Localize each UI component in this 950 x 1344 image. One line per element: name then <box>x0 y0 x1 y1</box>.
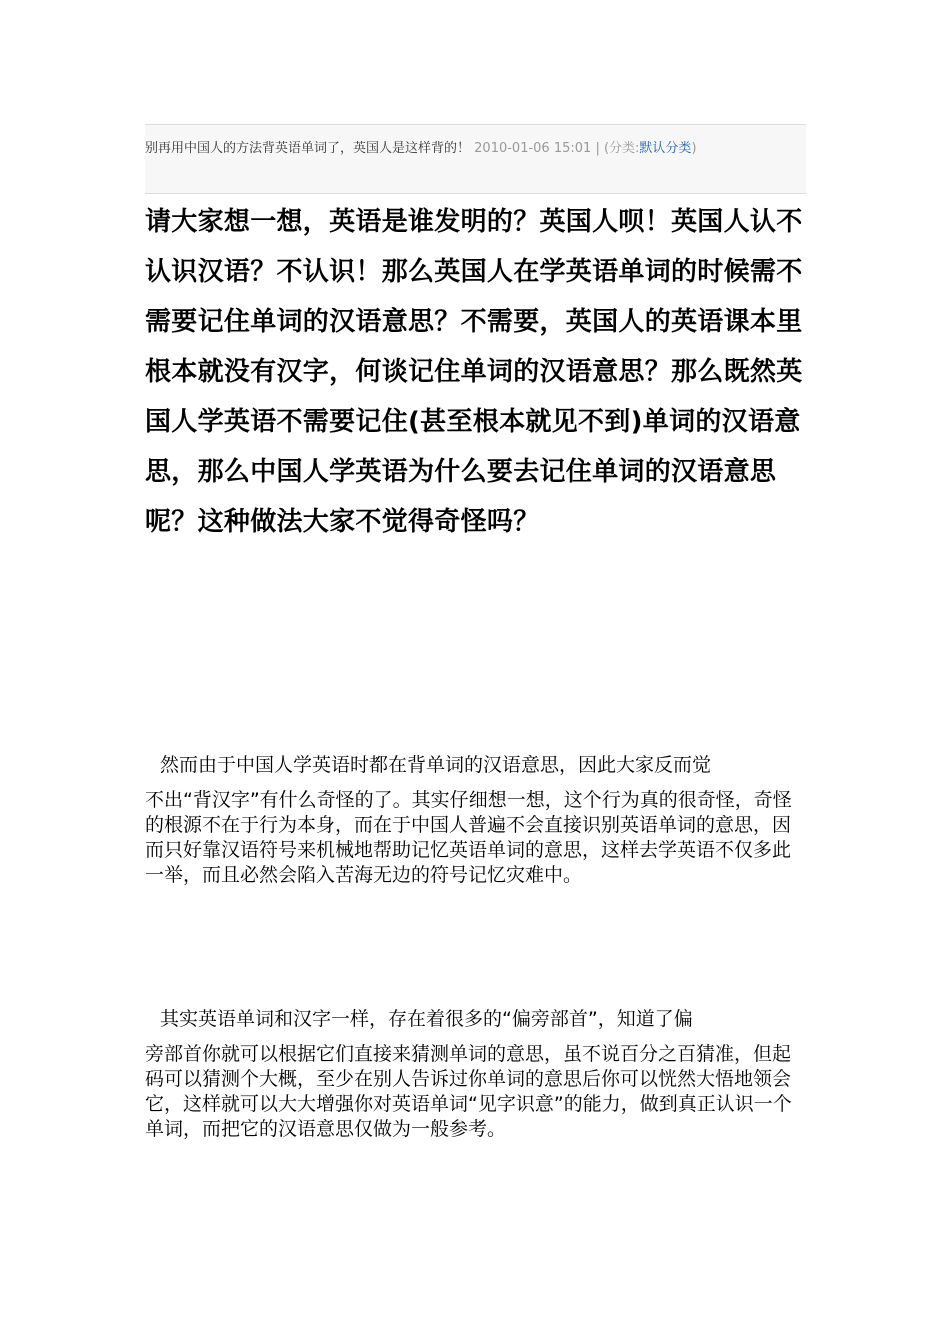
paragraph-2-first-line: 然而由于中国人学英语时都在背单词的汉语意思，因此大家反而觉 <box>160 754 712 776</box>
post-date: 2010-01-06 15:01 <box>474 141 592 156</box>
meta-close: ) <box>691 141 697 156</box>
post-header <box>145 124 806 194</box>
paragraph-1: 请大家想一想，英语是谁发明的？英国人呗！英国人认不认识汉语？不认识！那么英国人在学英语单词的时候需不需要记住单词的汉语意思？不需要，英国人的英语课本里根本就没有汉字，何谈记住单词的汉语意思？那么既然英国人学英语不需要记住(甚至根本就见不到)单词的汉语意思，那么中国人学英语为什么要去记住单词的汉语意思呢？这种做法大家不觉得奇怪吗？ <box>145 207 803 537</box>
paragraph-3-first-line: 其实英语单词和汉字一样，存在着很多的“偏旁部首”，知道了偏 <box>160 1008 693 1030</box>
paragraph-3-body: 旁部首你就可以根据它们直接来猜测单词的意思，虽不说百分之百猜准，但起码可以猜测个大概，至少在别人告诉过你单词的意思后你可以恍然大悟地领会它，这样就可以大大增强你对英语单词“见字识意”的能力，做到真正认识一个单词，而把它的汉语意思仅做为一般参考。 <box>145 1043 792 1140</box>
meta-separator: | (分类: <box>591 141 640 156</box>
paragraph-2 <box>145 753 807 888</box>
paragraph-2-body: 不出“背汉字”有什么奇怪的了。其实仔细想一想，这个行为真的很奇怪，奇怪的根源不在于行为本身，而在于中国人普遍不会直接识别英语单词的意思，因而只好靠汉语符号来机械地帮助记忆英语单词的意思，这样去学英语不仅多此一举，而且必然会陷入苦海无边的符号记忆灾难中。 <box>145 789 792 886</box>
post-title: 别再用中国人的方法背英语单词了，英国人是这样背的！ <box>145 141 471 156</box>
paragraph-3 <box>145 1007 807 1142</box>
category-link[interactable]: 默认分类 <box>639 141 692 156</box>
